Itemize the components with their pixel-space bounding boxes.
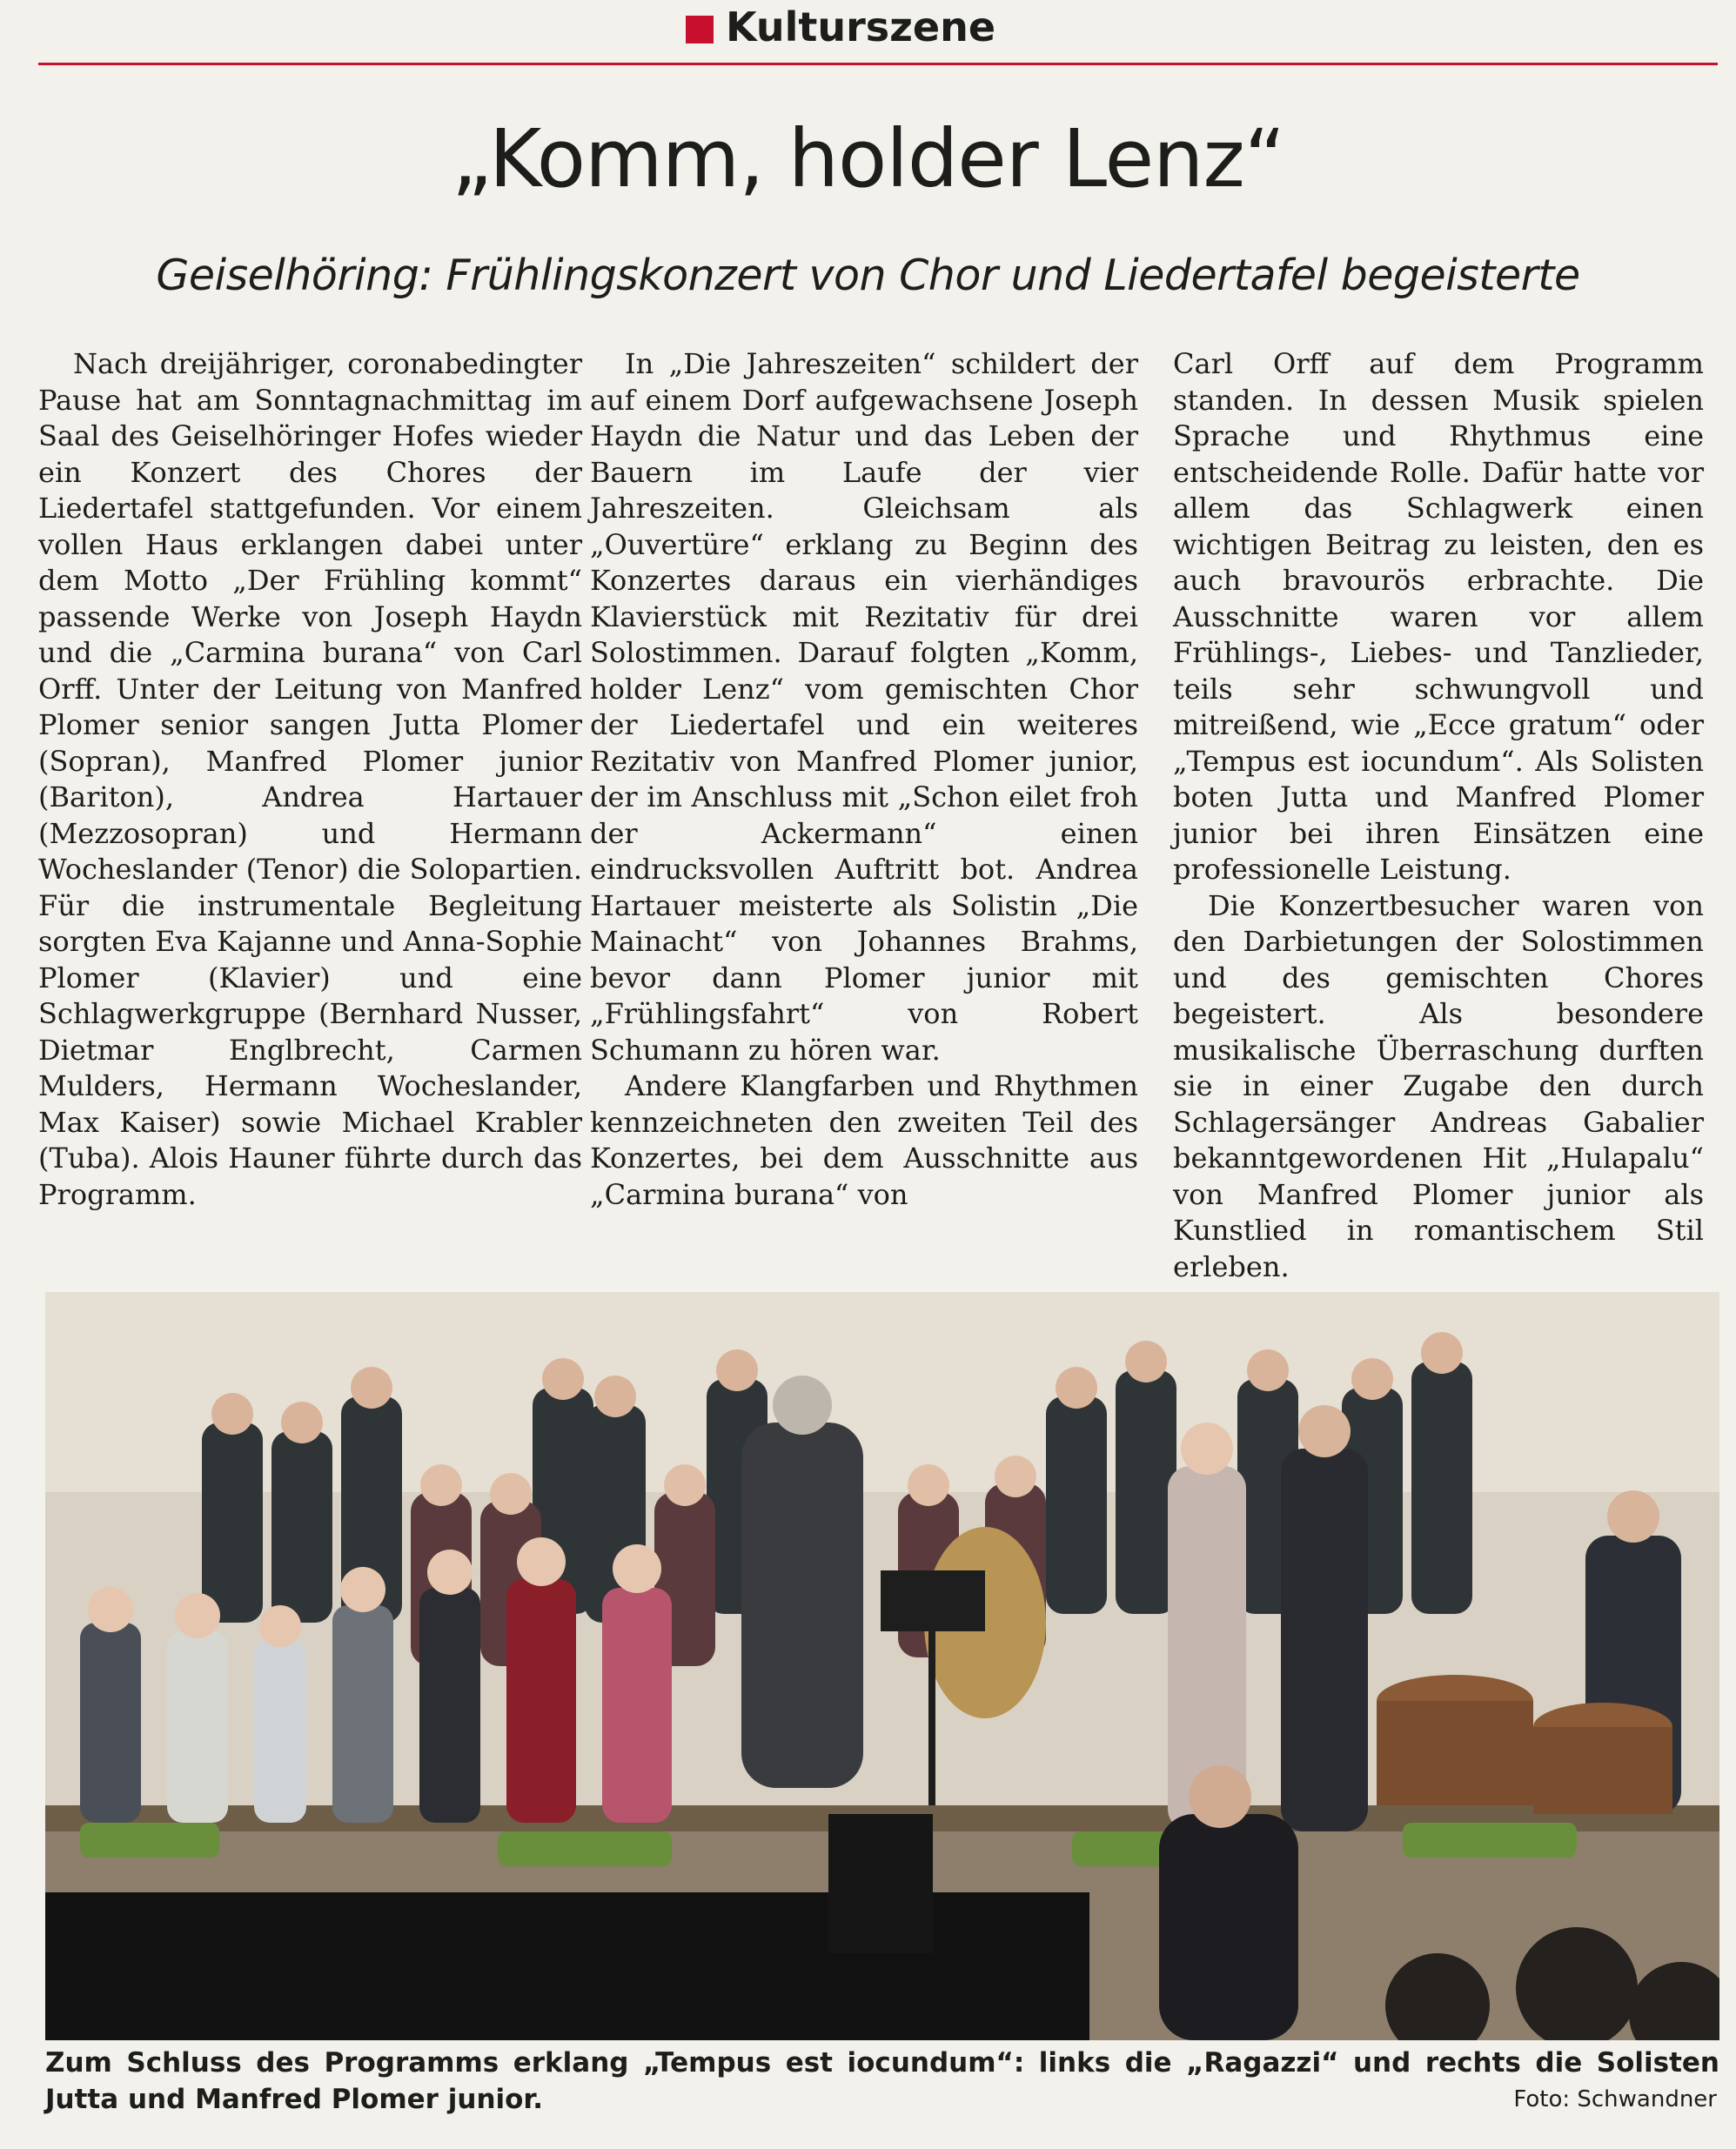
paragraph: Andere Klangfarben und Rhythmen kennzeichneten den zweiten Teil des Konzertes, bei dem Ausschnitte aus „Carmina burana“ von xyxy=(590,1069,1138,1211)
concert-photo-illustration xyxy=(45,1292,1719,2040)
paragraph: Die Konzertbesucher waren von den Darbietungen der Solostimmen und des gemischten Chores begeistert. Als besondere musikalische Überraschung durften sie in einer Zugabe den durch Schlagersänger Andreas Gabalier bekanntgewordenen Hit „Hulapalu“ von Manfred Plomer junior als Kunstlied in romantischem Stil erleben. xyxy=(1173,888,1704,1283)
concert-photo xyxy=(45,1292,1719,2040)
headline: „Komm, holder Lenz“ xyxy=(451,112,1285,205)
article-column-2 xyxy=(590,346,1138,1213)
section-marker-icon xyxy=(686,16,714,44)
photo-credit: Foto: Schwandner xyxy=(1513,2086,1717,2112)
article-column-3 xyxy=(1173,346,1704,1285)
paragraph: In „Die Jahreszeiten“ schildert der auf einem Dorf aufgewachsene Joseph Haydn die Natur und das Leben der Bauern im Laufe der vier Jahreszeiten. Gleichsam als „Ouvertüre“ erklang zu Beginn des Konzertes daraus ein vierhändiges Klavierstück mit Rezitativ für drei Solostimmen. Darauf folgten „Komm, holder Lenz“ vom gemischten Chor der Liedertafel und ein weiteres Rezitativ von Manfred Plomer junior, der im Anschluss mit „Schon eilet froh der Ackermann“ einen eindrucksvollen Auftritt bot. Andrea Hartauer meisterte als Solistin „Die Mainacht“ von Johannes Brahms, bevor dann Plomer junior mit „Frühlingsfahrt“ von Robert Schumann zu hören war. xyxy=(590,347,1138,1067)
subheadline: Geiselhöring: Frühlingskonzert von Chor und Liedertafel begeisterte xyxy=(156,251,1580,300)
photo-caption: Zum Schluss des Programms erklang „Tempus est iocundum“: links die „Ragazzi“ und rechts die Solisten Jutta und Manfred Plomer junior. xyxy=(45,2047,1719,2115)
paragraph: Nach dreijähriger, coronabedingter Pause hat am Sonntagnachmittag im Saal des Geiselhöringer Hofes wieder ein Konzert des Chores der Liedertafel stattgefunden. Vor einem vollen Haus erklangen dabei unter dem Motto „Der Frühling kommt“ passende Werke von Joseph Haydn und die „Carmina burana“ von Carl Orff. Unter der Leitung von Manfred Plomer senior sangen Jutta Plomer (Sopran), Manfred Plomer junior (Bariton), Andrea Hartauer (Mezzosopran) und Hermann Wocheslander (Tenor) die Solopartien. Für die instrumentale Begleitung sorgten Eva Kajanne und Anna-Sophie Plomer (Klavier) und eine Schlagwerkgruppe (Bernhard Nusser, Dietmar Englbrecht, Carmen Mulders, Hermann Wocheslander, Max Kaiser) sowie Michael Krabler (Tuba). Alois Hauner führte durch das Programm. xyxy=(38,347,582,1211)
article-column-1 xyxy=(38,346,582,1213)
section-label: Kulturszene xyxy=(726,3,996,50)
paragraph: Carl Orff auf dem Programm standen. In dessen Musik spielen Sprache und Rhythmus eine entscheidende Rolle. Dafür hatte vor allem das Schlagwerk einen wichtigen Beitrag zu leisten, den es auch bravourös erbrachte. Die Ausschnitte waren vor allem Frühlings-, Liebes- und Tanzlieder, teils sehr schwungvoll und mitreißend, wie „Ecce gratum“ oder „Tempus est iocundum“. Als Solisten boten Jutta und Manfred Plomer junior bei ihren Einsätzen eine professionelle Leistung. xyxy=(1173,347,1704,886)
